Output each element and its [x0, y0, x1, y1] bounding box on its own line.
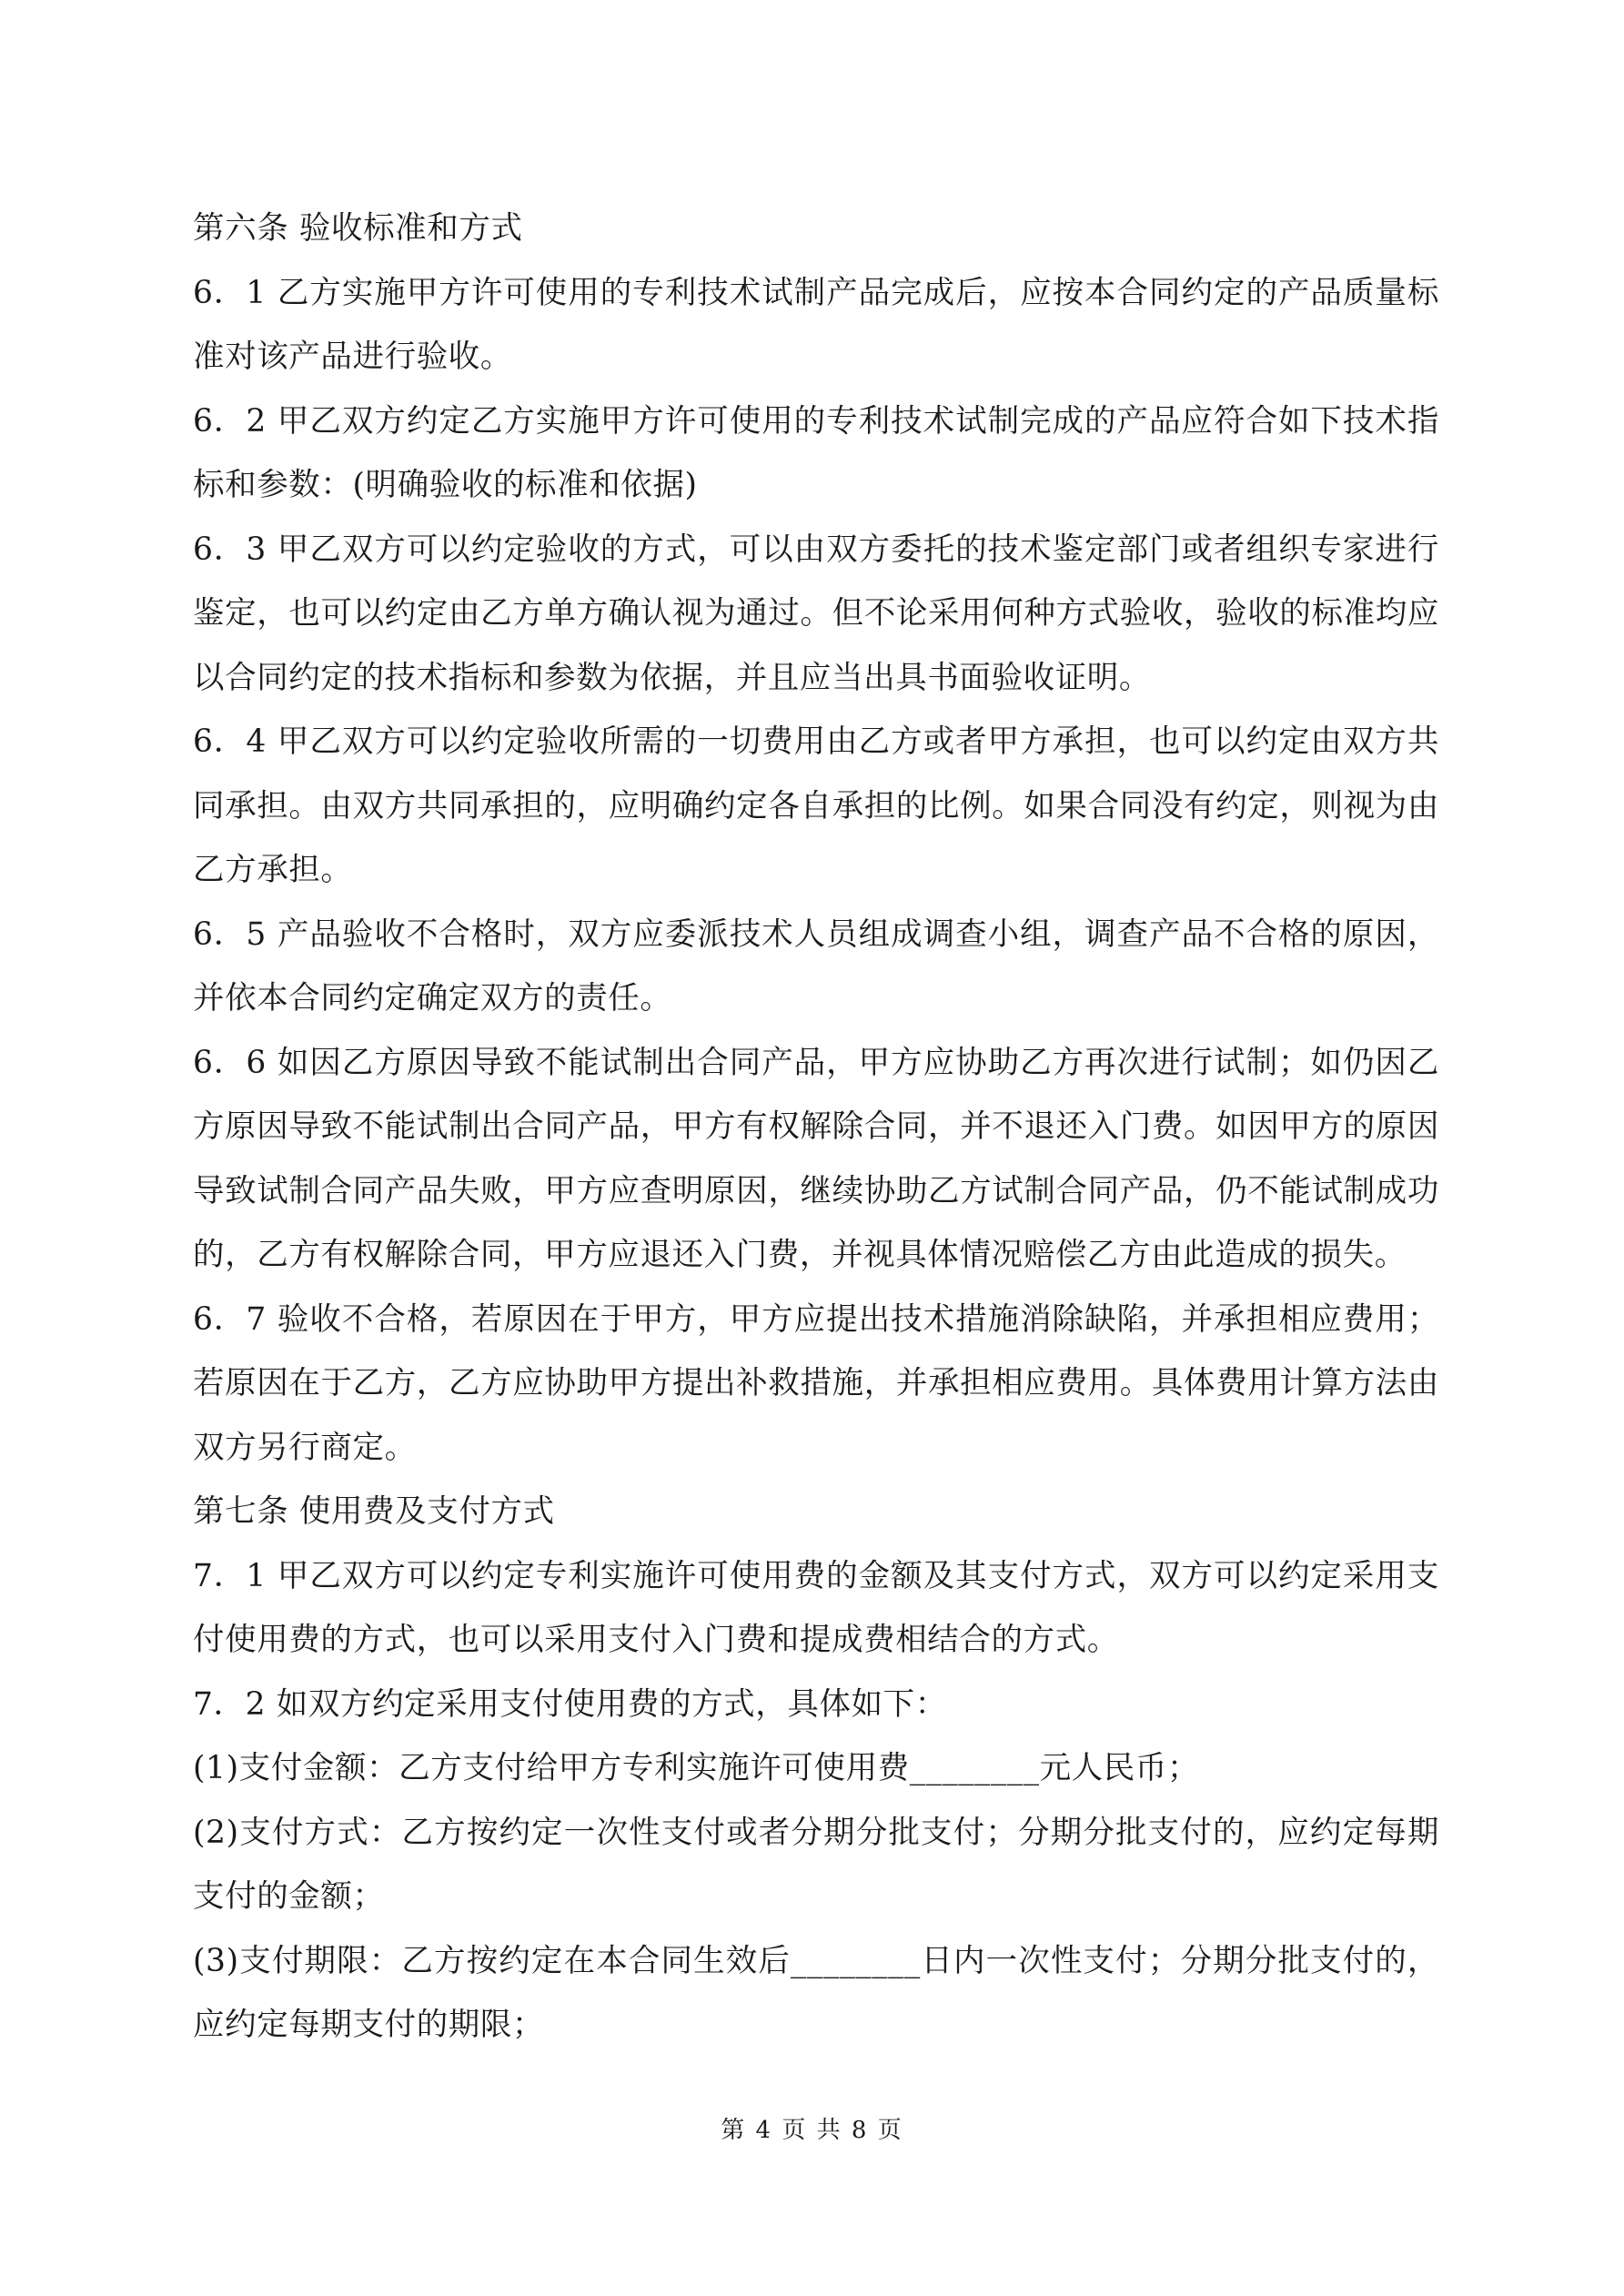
clause-6-5: 6．5 产品验收不合格时，双方应委派技术人员组成调查小组，调查产品不合格的原因，并依本合同约定确定双方的责任。: [193, 915, 1439, 1017]
section-heading-7: 第七条 使用费及支付方式: [193, 1493, 555, 1530]
clause-7-2: 7．2 如双方约定采用支付使用费的方式，具体如下：: [193, 1685, 947, 1723]
clause-7-2-item-3: (3)支付期限：乙方按约定在本合同生效后________日内一次性支付；分期分批支付的，应约定每期支付的期限；: [193, 1942, 1439, 2043]
clause-7-2-item-2: (2)支付方式：乙方按约定一次性支付或者分期分批支付；分期分批支付的，应约定每期支付的金额；: [193, 1814, 1439, 1915]
clause-7-1: 7．1 甲乙双方可以约定专利实施许可使用费的金额及其支付方式，双方可以约定采用支付使用费的方式，也可以采用支付入门费和提成费相结合的方式。: [193, 1557, 1439, 1658]
page-footer: [0, 2112, 1624, 2149]
page-number: 第 4 页 共 8 页: [721, 2117, 903, 2144]
clause-7-2-item-1: (1)支付金额：乙方支付给甲方专利实施许可使用费________元人民币；: [193, 1750, 1200, 1786]
clause-6-6: 6．6 如因乙方原因导致不能试制出合同产品，甲方应协助乙方再次进行试制；如仍因乙方原因导致不能试制出合同产品，甲方有权解除合同，并不退还入门费。如因甲方的原因导致试制合同产品失败，甲方应查明原因，继续协助乙方试制合同产品，仍不能试制成功的，乙方有权解除合同，甲方应退还入门费，并视具体情况赔偿乙方由此造成的损失。: [193, 1044, 1439, 1273]
contract-body: [193, 197, 1439, 2058]
section-heading-6: 第六条 验收标准和方式: [193, 210, 523, 247]
clause-6-1: 6．1 乙方实施甲方许可使用的专利技术试制产品完成后，应按本合同约定的产品质量标准对该产品进行验收。: [193, 274, 1439, 375]
clause-6-4: 6．4 甲乙双方可以约定验收所需的一切费用由乙方或者甲方承担，也可以约定由双方共同承担。由双方共同承担的，应明确约定各自承担的比例。如果合同没有约定，则视为由乙方承担。: [193, 723, 1439, 888]
clause-6-2: 6．2 甲乙双方约定乙方实施甲方许可使用的专利技术试制完成的产品应符合如下技术指标和参数：(明确验收的标准和依据): [193, 402, 1439, 503]
clause-6-7: 6．7 验收不合格，若原因在于甲方，甲方应提出技术措施消除缺陷，并承担相应费用；若原因在于乙方，乙方应协助甲方提出补救措施，并承担相应费用。具体费用计算方法由双方另行商定。: [193, 1300, 1439, 1466]
clause-6-3: 6．3 甲乙双方可以约定验收的方式，可以由双方委托的技术鉴定部门或者组织专家进行鉴定，也可以约定由乙方单方确认视为通过。但不论采用何种方式验收，验收的标准均应以合同约定的技术指标和参数为依据，并且应当出具书面验收证明。: [193, 531, 1439, 696]
